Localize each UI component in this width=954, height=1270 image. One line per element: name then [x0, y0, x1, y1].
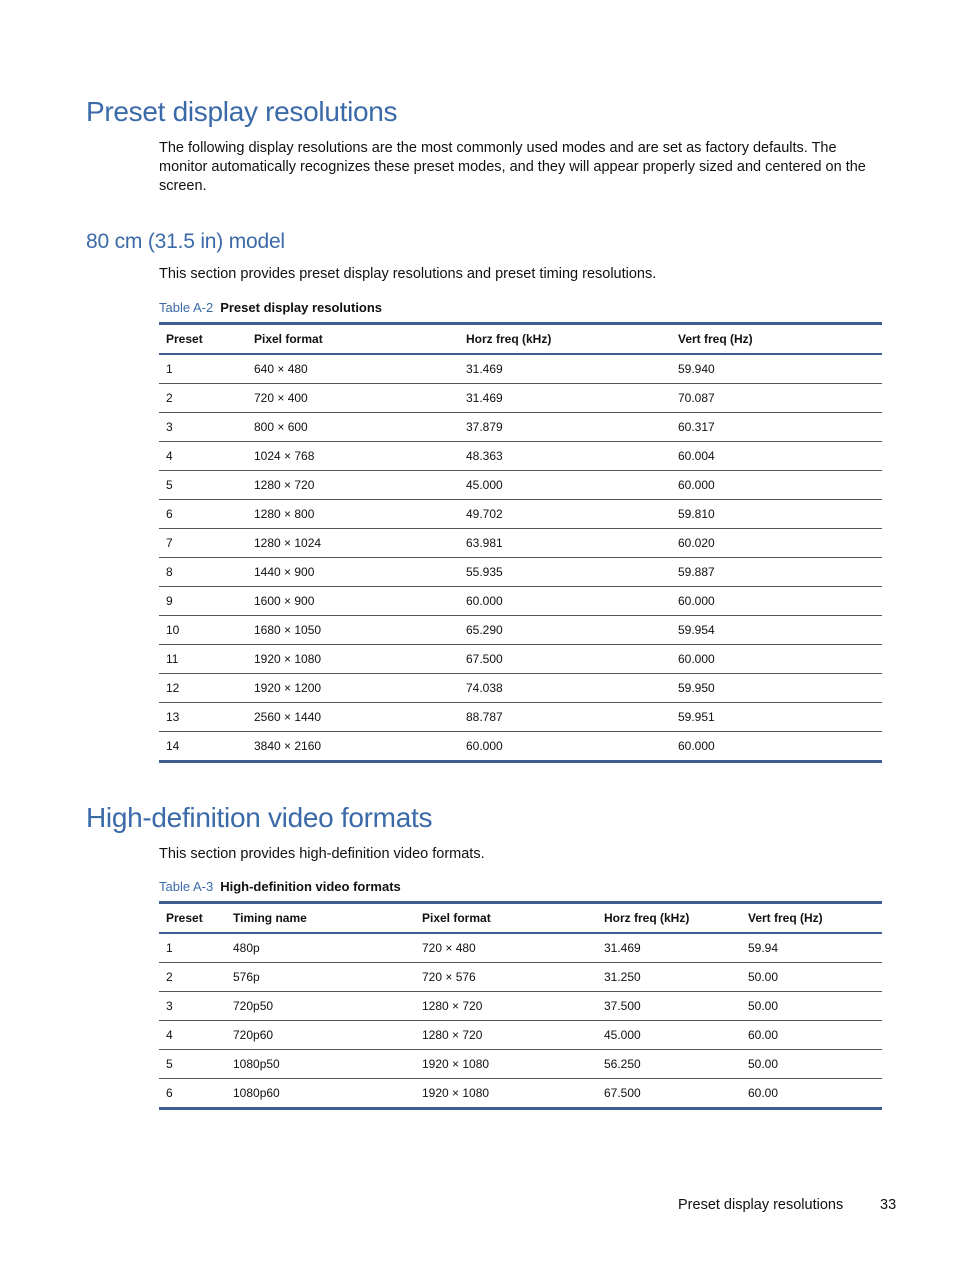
column-header: Vert freq (Hz) — [748, 911, 823, 925]
table-cell: 576p — [233, 970, 260, 984]
table-cell: 1024 × 768 — [254, 449, 315, 463]
table-cell: 50.00 — [748, 1057, 779, 1071]
table-cell: 7 — [166, 536, 173, 550]
table-cell: 6 — [166, 1086, 173, 1100]
table-cell: 55.935 — [466, 565, 503, 579]
table-row — [159, 674, 882, 703]
table-cell: 59.94 — [748, 941, 779, 955]
table-cell: 31.469 — [466, 362, 503, 376]
table-row — [159, 933, 882, 963]
table-cell: 2560 × 1440 — [254, 710, 322, 724]
page-title: Preset display resolutions — [86, 96, 398, 127]
table-row — [159, 384, 882, 413]
table-cell: 59.951 — [678, 710, 715, 724]
table-cell: 60.317 — [678, 420, 715, 434]
table-row — [159, 442, 882, 471]
table-cell: 720 × 576 — [422, 970, 476, 984]
table-row — [159, 529, 882, 558]
table-cell: 1280 × 800 — [254, 507, 315, 521]
table-cell: 37.500 — [604, 999, 641, 1013]
table-cell: 2 — [166, 391, 173, 405]
table-cell: 13 — [166, 710, 180, 724]
table-cell: 5 — [166, 1057, 173, 1071]
table-a3-caption — [159, 879, 401, 894]
table-cell: 60.000 — [678, 739, 715, 753]
table-row — [159, 500, 882, 529]
table-cell: 1600 × 900 — [254, 594, 315, 608]
page-footer — [678, 1197, 897, 1213]
table-cell: 1440 × 900 — [254, 565, 315, 579]
table-cell: 45.000 — [466, 478, 503, 492]
table-cell: 60.000 — [466, 594, 503, 608]
table-cell: 60.000 — [678, 478, 715, 492]
column-header: Horz freq (kHz) — [604, 911, 690, 925]
subsection-title: 80 cm (31.5 in) model — [86, 230, 285, 253]
table-cell: 1280 × 720 — [422, 999, 483, 1013]
table-cell: 37.879 — [466, 420, 503, 434]
section-title-hd: High-definition video formats — [86, 802, 433, 833]
table-cell: 59.940 — [678, 362, 715, 376]
table-row — [159, 558, 882, 587]
column-header: Preset — [166, 911, 203, 925]
table-cell: 1280 × 720 — [422, 1028, 483, 1042]
column-header: Pixel format — [422, 911, 491, 925]
table-cell: 59.950 — [678, 681, 715, 695]
table-cell: 88.787 — [466, 710, 503, 724]
table-cell: 720p60 — [233, 1028, 274, 1042]
table-a2-title: Preset display resolutions — [220, 300, 383, 315]
table-cell: 12 — [166, 681, 180, 695]
table-cell: 4 — [166, 449, 173, 463]
table-cell: 1920 × 1200 — [254, 681, 322, 695]
table-row — [159, 1050, 882, 1079]
column-header: Preset — [166, 332, 203, 346]
table-row — [159, 732, 882, 762]
table-row — [159, 1021, 882, 1050]
table-row — [159, 413, 882, 442]
table-cell: 5 — [166, 478, 173, 492]
table-a2 — [159, 322, 882, 763]
table-cell: 8 — [166, 565, 173, 579]
table-row — [159, 616, 882, 645]
table-cell: 48.363 — [466, 449, 503, 463]
column-header: Pixel format — [254, 332, 323, 346]
table-a2-number: Table A-2 — [159, 300, 214, 315]
table-cell: 49.702 — [466, 507, 503, 521]
footer-label: Preset display resolutions — [678, 1197, 844, 1213]
table-header-row — [159, 324, 882, 355]
page-number: 33 — [880, 1197, 897, 1213]
table-cell: 50.00 — [748, 970, 779, 984]
table-row — [159, 471, 882, 500]
table-row — [159, 703, 882, 732]
table-cell: 60.000 — [466, 739, 503, 753]
table-cell: 70.087 — [678, 391, 715, 405]
table-cell: 3 — [166, 420, 173, 434]
table-cell: 3840 × 2160 — [254, 739, 322, 753]
table-cell: 50.00 — [748, 999, 779, 1013]
table-cell: 1280 × 720 — [254, 478, 315, 492]
table-cell: 59.810 — [678, 507, 715, 521]
table-cell: 59.954 — [678, 623, 715, 637]
table-cell: 720 × 400 — [254, 391, 308, 405]
table-cell: 1920 × 1080 — [422, 1086, 490, 1100]
table-cell: 31.469 — [604, 941, 641, 955]
table-cell: 60.020 — [678, 536, 715, 550]
section-intro: The following display resolutions are the most commonly used modes and are set as factory defaults. The monitor automatically recognizes these preset modes, and they will appear properly sized and centered on the screen. — [159, 140, 866, 194]
table-row — [159, 963, 882, 992]
table-cell: 1280 × 1024 — [254, 536, 322, 550]
subsection-intro: This section provides preset display resolutions and preset timing resolutions. — [159, 266, 657, 282]
table-cell: 60.00 — [748, 1028, 779, 1042]
table-a3 — [159, 901, 882, 1110]
table-cell: 45.000 — [604, 1028, 641, 1042]
table-a3-number: Table A-3 — [159, 879, 214, 894]
table-cell: 60.000 — [678, 594, 715, 608]
table-cell: 60.000 — [678, 652, 715, 666]
table-cell: 9 — [166, 594, 173, 608]
table-cell: 63.981 — [466, 536, 503, 550]
table-cell: 59.887 — [678, 565, 715, 579]
table-cell: 60.004 — [678, 449, 715, 463]
table-cell: 14 — [166, 739, 180, 753]
table-cell: 56.250 — [604, 1057, 641, 1071]
table-row — [159, 992, 882, 1021]
column-header: Vert freq (Hz) — [678, 332, 753, 346]
table-cell: 1 — [166, 941, 173, 955]
table-cell: 2 — [166, 970, 173, 984]
table-cell: 1080p60 — [233, 1086, 280, 1100]
table-cell: 60.00 — [748, 1086, 779, 1100]
table-cell: 1080p50 — [233, 1057, 280, 1071]
table-cell: 65.290 — [466, 623, 503, 637]
table-row — [159, 587, 882, 616]
table-cell: 31.469 — [466, 391, 503, 405]
column-header: Horz freq (kHz) — [466, 332, 552, 346]
table-cell: 11 — [166, 652, 179, 666]
table-cell: 10 — [166, 623, 180, 637]
table-row — [159, 645, 882, 674]
table-cell: 720 × 480 — [422, 941, 476, 955]
table-a3-title: High-definition video formats — [220, 879, 401, 894]
table-cell: 480p — [233, 941, 260, 955]
table-row — [159, 1079, 882, 1109]
table-cell: 31.250 — [604, 970, 641, 984]
table-cell: 1920 × 1080 — [254, 652, 322, 666]
section-intro-hd: This section provides high-definition video formats. — [159, 846, 485, 862]
column-header: Timing name — [233, 911, 307, 925]
table-cell: 3 — [166, 999, 173, 1013]
table-cell: 67.500 — [466, 652, 503, 666]
table-cell: 6 — [166, 507, 173, 521]
table-cell: 640 × 480 — [254, 362, 308, 376]
table-a2-caption — [159, 300, 382, 315]
table-cell: 1920 × 1080 — [422, 1057, 490, 1071]
table-cell: 720p50 — [233, 999, 274, 1013]
table-cell: 800 × 600 — [254, 420, 308, 434]
table-header-row — [159, 903, 882, 934]
table-cell: 67.500 — [604, 1086, 641, 1100]
table-cell: 74.038 — [466, 681, 503, 695]
table-cell: 1680 × 1050 — [254, 623, 322, 637]
table-row — [159, 354, 882, 384]
table-cell: 4 — [166, 1028, 173, 1042]
table-cell: 1 — [166, 362, 173, 376]
